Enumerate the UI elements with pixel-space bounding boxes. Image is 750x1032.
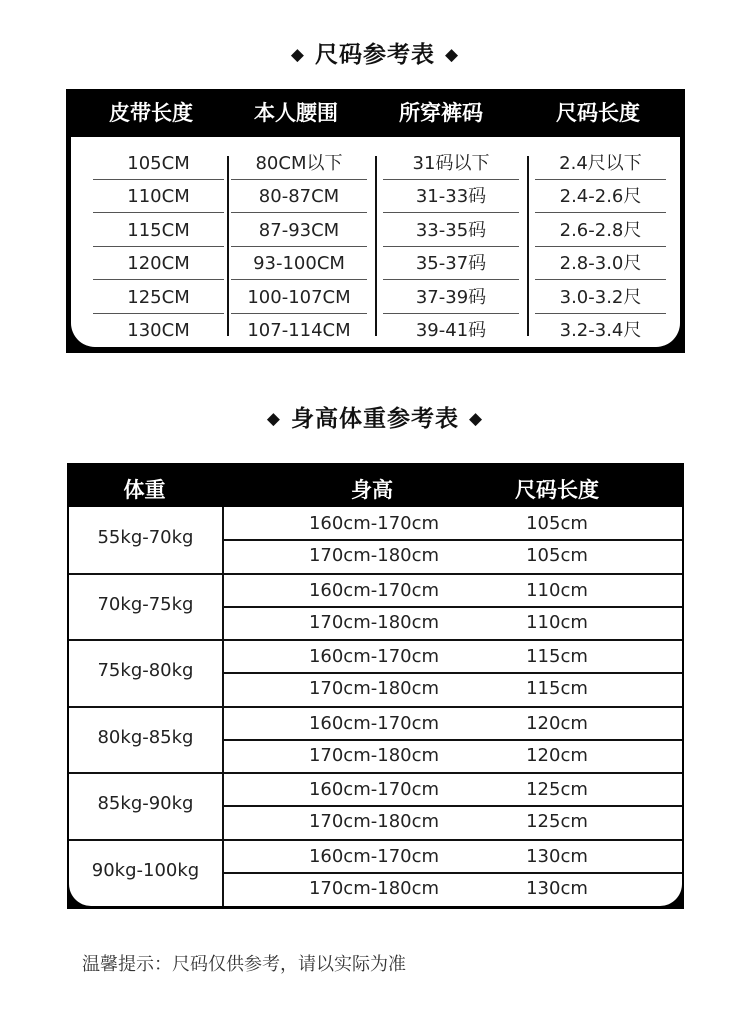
- cell-size-length: 2.4-2.6尺: [559, 186, 642, 208]
- cell-pants-size: 31码以下: [412, 153, 490, 174]
- size-chart-title-text: 尺码参考表: [315, 42, 435, 68]
- cell-size-length: 2.4尺以下: [559, 153, 642, 174]
- weight-group: [69, 840, 682, 907]
- height-range: 160cm-170cm: [308, 646, 440, 667]
- cell-waist: 80CM以下: [255, 153, 343, 174]
- row-divider: [93, 179, 224, 180]
- row-divider: [383, 279, 519, 280]
- weight-group: [69, 507, 682, 574]
- row-divider: [93, 212, 224, 213]
- cell-pants-size: 33-35码: [415, 219, 487, 241]
- row-divider: [93, 246, 224, 247]
- row-divider: [535, 279, 666, 280]
- row-divider: [383, 212, 519, 213]
- cell-pants-size: 37-39码: [415, 286, 487, 308]
- row-divider: [224, 672, 682, 674]
- row-divider: [93, 279, 224, 280]
- cell-pants-size: 31-33码: [415, 186, 487, 208]
- column-divider: [375, 156, 377, 336]
- height-range: 160cm-170cm: [308, 513, 440, 534]
- weight-range: 70kg-75kg: [97, 593, 194, 615]
- cell-belt-length: 125CM: [127, 286, 190, 308]
- weight-group: [69, 773, 682, 840]
- belt-size: 120cm: [526, 744, 588, 766]
- cell-size-length: 2.6-2.8尺: [559, 219, 642, 241]
- header-size-length: 尺码长度: [556, 101, 640, 125]
- diamond-icon: ◆: [266, 409, 281, 429]
- size-tip-note: 温馨提示：尺码仅供参考，请以实际为准: [82, 954, 406, 975]
- cell-waist: 87-93CM: [258, 219, 340, 241]
- row-divider: [535, 313, 666, 314]
- header-size-length: 尺码长度: [515, 478, 599, 502]
- cell-size-length: 3.2-3.4尺: [559, 320, 642, 341]
- height-range: 170cm-180cm: [308, 877, 440, 899]
- cell-waist: 107-114CM: [247, 320, 351, 341]
- weight-group: [69, 574, 682, 641]
- belt-size: 120cm: [526, 712, 588, 734]
- size-chart-title: [0, 36, 750, 69]
- row-divider: [231, 212, 367, 213]
- height-weight-title: [0, 400, 750, 433]
- belt-size: 125cm: [526, 779, 588, 800]
- belt-size: 115cm: [526, 678, 588, 699]
- belt-size: 110cm: [526, 611, 588, 633]
- column-divider: [227, 156, 229, 336]
- diamond-icon: ◆: [469, 409, 484, 429]
- row-divider: [224, 539, 682, 541]
- belt-size: 110cm: [526, 579, 588, 601]
- cell-belt-length: 110CM: [127, 186, 190, 208]
- row-divider: [93, 313, 224, 314]
- weight-group: [69, 707, 682, 774]
- weight-range: 80kg-85kg: [97, 726, 194, 748]
- cell-waist: 100-107CM: [247, 286, 351, 308]
- row-divider: [535, 246, 666, 247]
- cell-belt-length: 105CM: [127, 153, 190, 174]
- cell-waist: 80-87CM: [258, 186, 340, 208]
- row-divider: [231, 313, 367, 314]
- belt-size: 125cm: [526, 811, 588, 832]
- header-belt-length: 皮带长度: [109, 101, 193, 125]
- row-divider: [224, 606, 682, 608]
- cell-size-length: 2.8-3.0尺: [559, 253, 642, 275]
- height-weight-table-body: [69, 507, 682, 906]
- belt-size-table: [66, 89, 685, 353]
- diamond-icon: ◆: [445, 45, 460, 65]
- height-range: 160cm-170cm: [308, 779, 440, 800]
- height-range: 170cm-180cm: [308, 545, 440, 566]
- row-divider: [224, 739, 682, 741]
- cell-belt-length: 115CM: [127, 219, 190, 241]
- cell-size-length: 3.0-3.2尺: [559, 286, 642, 308]
- cell-waist: 93-100CM: [253, 253, 345, 275]
- belt-size: 130cm: [526, 877, 588, 899]
- header-weight: 体重: [123, 478, 166, 502]
- height-range: 170cm-180cm: [308, 678, 440, 699]
- belt-size: 130cm: [526, 845, 588, 867]
- height-weight-table: [67, 463, 684, 909]
- weight-range: 90kg-100kg: [91, 859, 200, 881]
- height-range: 160cm-170cm: [308, 845, 440, 867]
- row-divider: [231, 246, 367, 247]
- header-pants-size: 所穿裤码: [399, 101, 483, 125]
- row-divider: [224, 805, 682, 807]
- cell-pants-size: 35-37码: [415, 253, 487, 275]
- weight-range: 55kg-70kg: [97, 527, 194, 549]
- height-range: 170cm-180cm: [308, 811, 440, 832]
- height-range: 170cm-180cm: [308, 744, 440, 766]
- row-divider: [224, 872, 682, 874]
- belt-size: 105cm: [526, 545, 588, 566]
- belt-size: 105cm: [526, 513, 588, 534]
- cell-pants-size: 39-41码: [415, 320, 487, 341]
- belt-size: 115cm: [526, 646, 588, 667]
- weight-range: 75kg-80kg: [97, 660, 194, 682]
- height-range: 170cm-180cm: [308, 611, 440, 633]
- header-height: 身高: [351, 478, 393, 502]
- height-range: 160cm-170cm: [308, 579, 440, 601]
- height-range: 160cm-170cm: [308, 712, 440, 734]
- row-divider: [231, 179, 367, 180]
- header-waist: 本人腰围: [254, 101, 338, 125]
- column-divider: [527, 156, 529, 336]
- row-divider: [535, 179, 666, 180]
- row-divider: [383, 246, 519, 247]
- row-divider: [231, 279, 367, 280]
- row-divider: [383, 179, 519, 180]
- row-divider: [535, 212, 666, 213]
- height-weight-title-text: 身高体重参考表: [291, 406, 459, 432]
- cell-belt-length: 130CM: [127, 320, 190, 341]
- weight-range: 85kg-90kg: [97, 793, 194, 815]
- row-divider: [383, 313, 519, 314]
- diamond-icon: ◆: [290, 45, 305, 65]
- weight-group: [69, 640, 682, 707]
- cell-belt-length: 120CM: [127, 253, 190, 275]
